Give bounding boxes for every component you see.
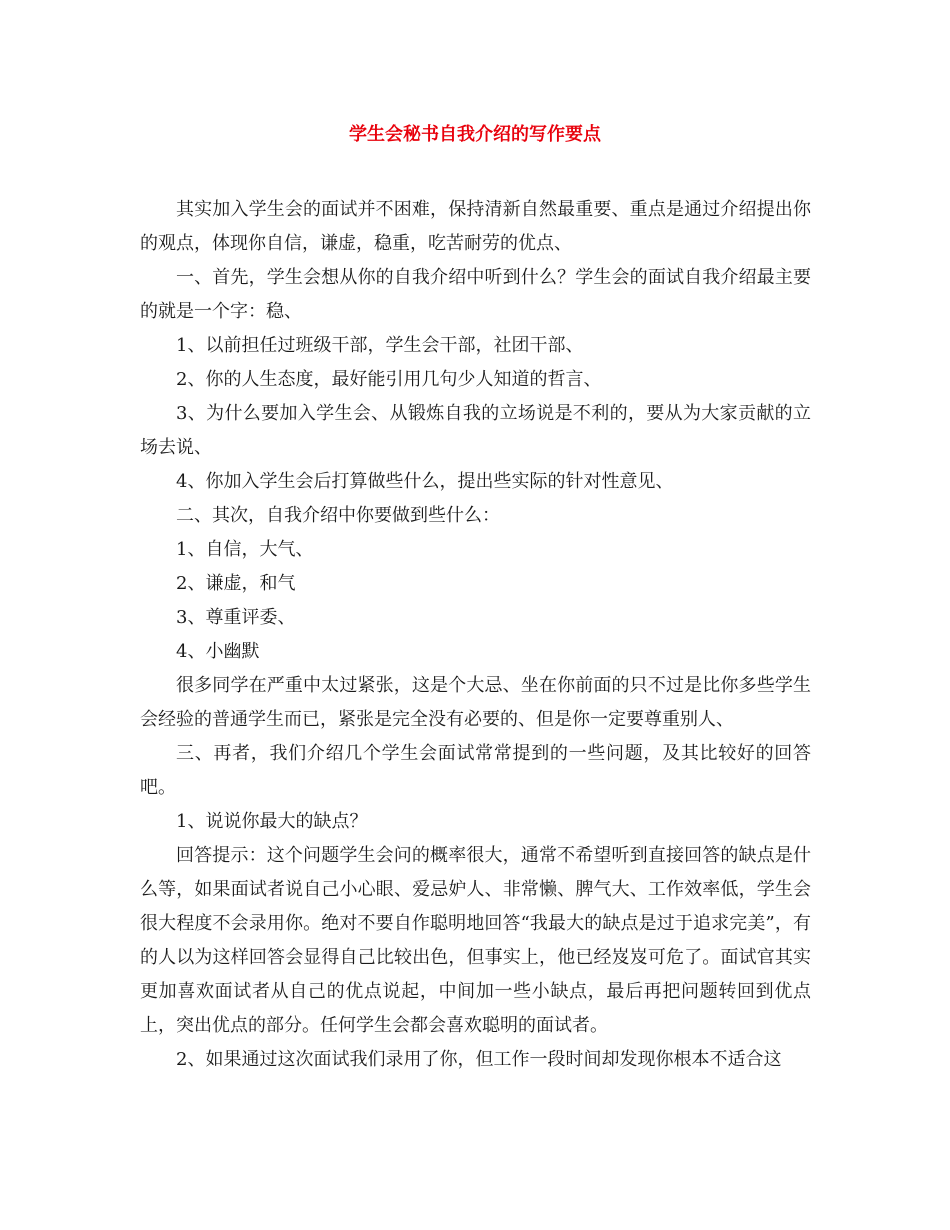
answer-hint: 回答提示：这个问题学生会问的概率很大，通常不希望听到直接回答的缺点是什么等，如果面试者说自己小心眼、爱忌妒人、非常懒、脾气大、工作效率低，学生会很大程度不会录用你。绝对不要自作聪明地回答“我最大的缺点是过于追求完美”，有的人以为这样回答会显得自己比较出色，但事实上，他已经岌岌可危了。面试官其实更加喜欢面试者从自己的优点说起，中间加一些小缺点，最后再把问题转回到优点上，突出优点的部分。任何学生会都会喜欢聪明的面试者。	[140, 845, 811, 1036]
question-item: 2、如果通过这次面试我们录用了你，但工作一段时间却发现你根本不适合这	[176, 1049, 782, 1070]
list-item: 2、你的人生态度，最好能引用几句少人知道的哲言、	[176, 369, 602, 390]
list-item: 2、谦虚，和气	[176, 573, 296, 594]
paragraph-section-three: 三、再者，我们介绍几个学生会面试常常提到的一些问题，及其比较好的回答吧。	[140, 743, 811, 798]
list-item: 1、以前担任过班级干部，学生会干部，社团干部、	[176, 335, 584, 356]
question-item: 1、说说你最大的缺点？	[176, 811, 368, 832]
paragraph-nervousness: 很多同学在严重中太过紧张，这是个大忌、坐在你前面的只不过是比你多些学生会经验的普通学生而已，紧张是完全没有必要的、但是你一定要尊重别人、	[140, 675, 811, 730]
document-body	[140, 193, 811, 1077]
paragraph-section-one: 一、首先，学生会想从你的自我介绍中听到什么？学生会的面试自我介绍最主要的就是一个字：稳、	[140, 267, 811, 322]
list-item: 4、小幽默	[176, 641, 260, 662]
list-item: 4、你加入学生会后打算做些什么，提出些实际的针对性意见、	[176, 471, 674, 492]
list-item: 1、自信，大气、	[176, 539, 314, 560]
paragraph-section-two: 二、其次，自我介绍中你要做到些什么：	[176, 505, 500, 526]
document-title: 学生会秘书自我介绍的写作要点	[349, 124, 601, 145]
paragraph-intro: 其实加入学生会的面试并不困难，保持清新自然最重要、重点是通过介绍提出你的观点，体现你自信，谦虚，稳重，吃苦耐劳的优点、	[140, 199, 811, 254]
list-item: 3、为什么要加入学生会、从锻炼自我的立场说是不利的，要从为大家贡献的立场去说、	[140, 403, 811, 458]
list-item: 3、尊重评委、	[176, 607, 296, 628]
